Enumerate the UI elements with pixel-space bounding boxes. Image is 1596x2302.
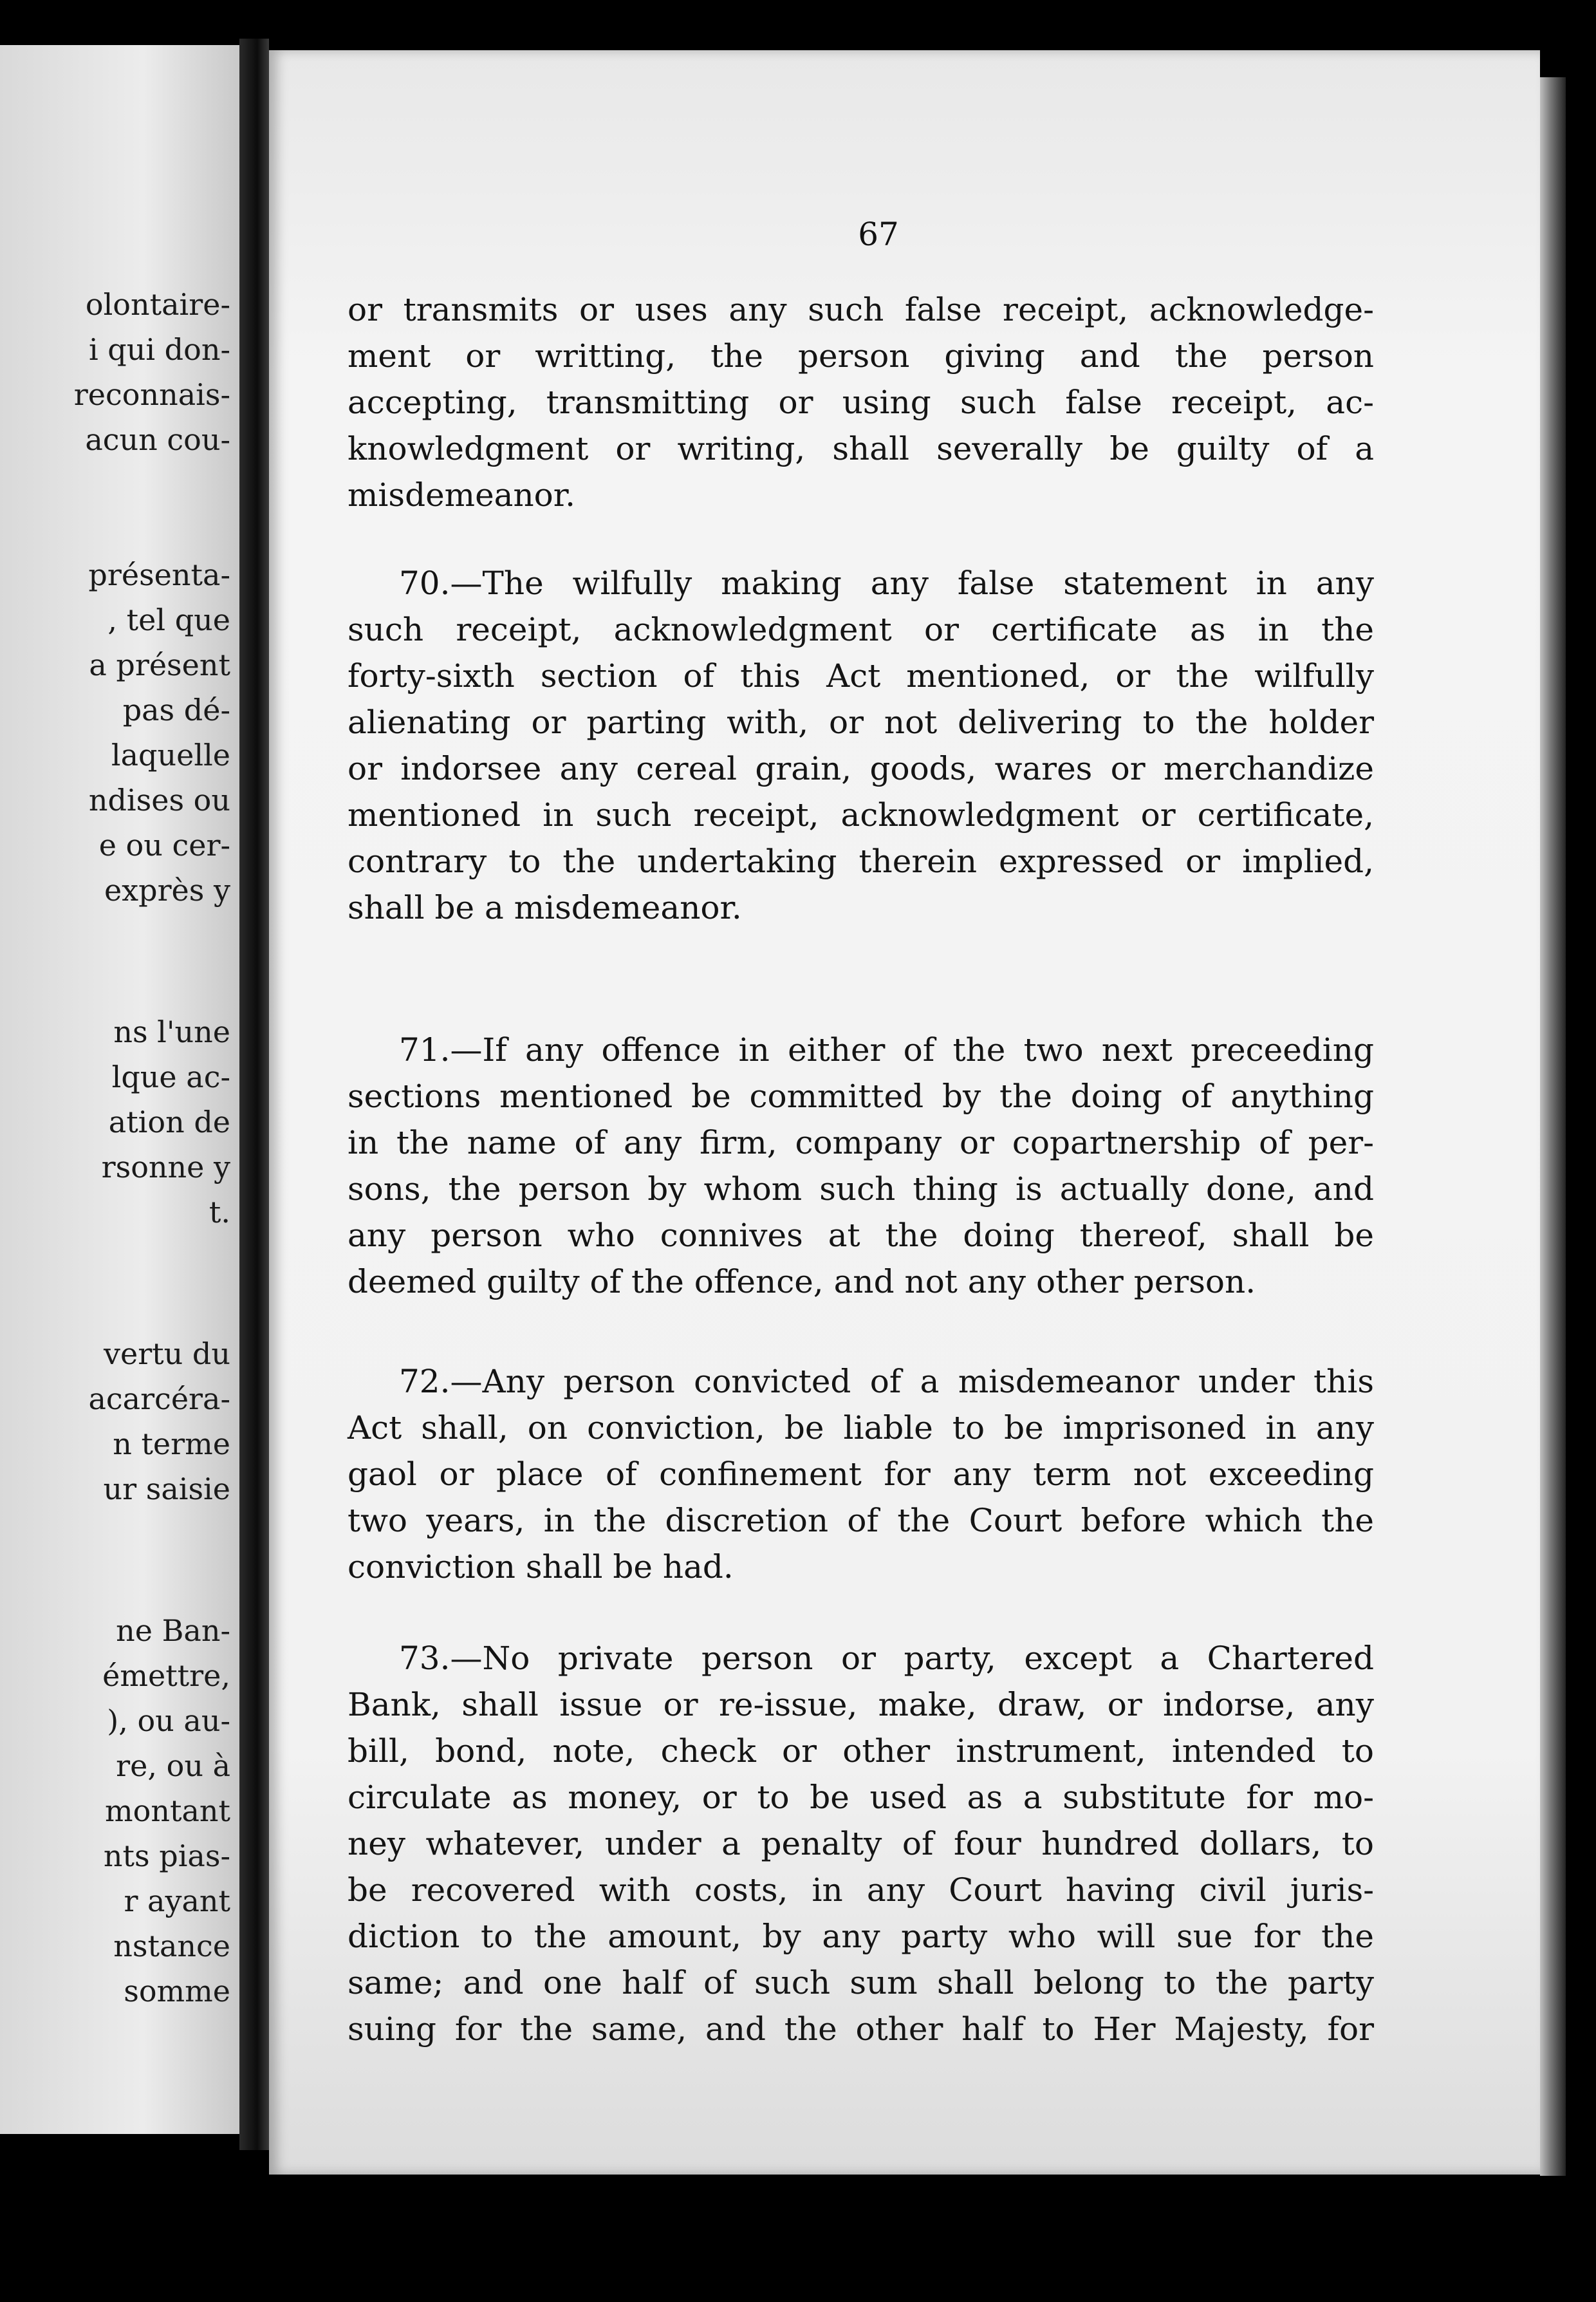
page-edge xyxy=(1540,77,1566,2176)
text-line: misdemeanor. xyxy=(348,476,576,514)
text-line: in the name of any firm, company or copartnership of per- xyxy=(348,1124,1374,1161)
left-page-line: olontaire- xyxy=(85,287,230,322)
text-line: such receipt, acknowledgment or certificate as in the xyxy=(348,611,1374,648)
text-line: contrary to the undertaking therein expressed or implied, xyxy=(348,843,1374,880)
text-line: diction to the amount, by any party who will sue for the xyxy=(348,1918,1374,1955)
left-page-line: vertu du xyxy=(103,1336,230,1371)
text-line: knowledgment or writing, shall severally be guilty of a xyxy=(348,430,1374,467)
text-line: bill, bond, note, check or other instrument, intended to xyxy=(348,1732,1374,1770)
text-line: ney whatever, under a penalty of four hundred dollars, to xyxy=(348,1825,1374,1862)
left-page-line: ne Ban- xyxy=(116,1613,230,1648)
text-line: accepting, transmitting or using such false receipt, ac- xyxy=(348,384,1374,421)
text-line: gaol or place of confinement for any term not exceeding xyxy=(348,1455,1374,1493)
text-line: ment or writting, the person giving and the person xyxy=(348,337,1374,375)
left-page-line: nts pias- xyxy=(103,1839,230,1873)
left-page-line: acarcéra- xyxy=(88,1381,230,1416)
left-page-line: lque ac- xyxy=(111,1060,230,1094)
left-page-line: reconnais- xyxy=(73,377,230,412)
text-line: sections mentioned be committed by the doing of anything xyxy=(348,1078,1374,1115)
left-page-line: ), ou au- xyxy=(107,1703,230,1738)
left-page-line: somme xyxy=(124,1974,230,2008)
left-page-line: ur saisie xyxy=(103,1472,230,1506)
section-70 xyxy=(348,560,1374,931)
left-page-line: laquelle xyxy=(111,738,230,772)
left-page-line: a présent xyxy=(89,648,230,682)
text-line: 73.—No private person or party, except a Chartered xyxy=(399,1640,1374,1677)
left-page-line: ndises ou xyxy=(88,783,230,818)
text-line: 71.—If any offence in either of the two next preceeding xyxy=(399,1031,1374,1069)
text-line: or transmits or uses any such false receipt, acknowledge- xyxy=(348,291,1374,328)
text-line: same; and one half of such sum shall belong to the party xyxy=(348,1964,1374,2001)
left-page-line: nstance xyxy=(113,1929,230,1963)
text-line: 72.—Any person convicted of a misdemeanor under this xyxy=(399,1363,1374,1400)
left-page-line: présenta- xyxy=(88,557,230,592)
book-gutter xyxy=(239,39,269,2150)
section-71 xyxy=(348,1027,1374,1305)
section-73 xyxy=(348,1635,1374,2052)
left-page-line: e ou cer- xyxy=(98,828,230,863)
text-line: deemed guilty of the offence, and not any other person. xyxy=(348,1263,1256,1300)
page-number: 67 xyxy=(858,216,899,253)
text-line: 70.—The wilfully making any false statement in any xyxy=(399,565,1374,602)
left-page xyxy=(0,45,239,2134)
left-page-line: t. xyxy=(209,1195,230,1230)
text-line: conviction shall be had. xyxy=(348,1548,734,1586)
left-page-line: ns l'une xyxy=(113,1015,230,1049)
left-page-line: montant xyxy=(105,1793,230,1828)
paragraph-continuation xyxy=(348,286,1374,518)
left-page-line: pas dé- xyxy=(122,693,230,727)
left-page-line: r ayant xyxy=(124,1884,230,1918)
text-line: sons, the person by whom such thing is actually done, and xyxy=(348,1170,1374,1208)
left-page-line: émettre, xyxy=(102,1658,230,1693)
left-page-line: , tel que xyxy=(107,603,230,637)
text-line: suing for the same, and the other half to Her Majesty, for xyxy=(348,2010,1374,2048)
text-line: forty-sixth section of this Act mentioned, or the wilfully xyxy=(348,657,1374,695)
left-page-line: re, ou à xyxy=(116,1748,230,1783)
left-page-line: ation de xyxy=(108,1105,230,1139)
left-page-line: acun cou- xyxy=(85,422,230,457)
left-page-line: exprès y xyxy=(104,873,230,908)
text-line: circulate as money, or to be used as a substitute for mo- xyxy=(348,1779,1374,1816)
section-72 xyxy=(348,1358,1374,1590)
text-line: be recovered with costs, in any Court having civil juris- xyxy=(348,1871,1374,1909)
left-page-line: i qui don- xyxy=(88,332,230,367)
text-line: Act shall, on conviction, be liable to be imprisoned in any xyxy=(348,1409,1374,1446)
left-page-line: n terme xyxy=(113,1427,230,1461)
text-line: shall be a misdemeanor. xyxy=(348,889,742,926)
text-line: alienating or parting with, or not delivering to the holder xyxy=(348,704,1374,741)
text-line: any person who connives at the doing thereof, shall be xyxy=(348,1217,1374,1254)
text-line: two years, in the discretion of the Court before which the xyxy=(348,1502,1374,1539)
text-line: Bank, shall issue or re-issue, make, draw, or indorse, any xyxy=(348,1686,1374,1723)
text-line: or indorsee any cereal grain, goods, wares or merchandize xyxy=(348,750,1374,787)
left-page-line: rsonne y xyxy=(101,1150,230,1184)
text-line: mentioned in such receipt, acknowledgment or certificate, xyxy=(348,796,1374,834)
